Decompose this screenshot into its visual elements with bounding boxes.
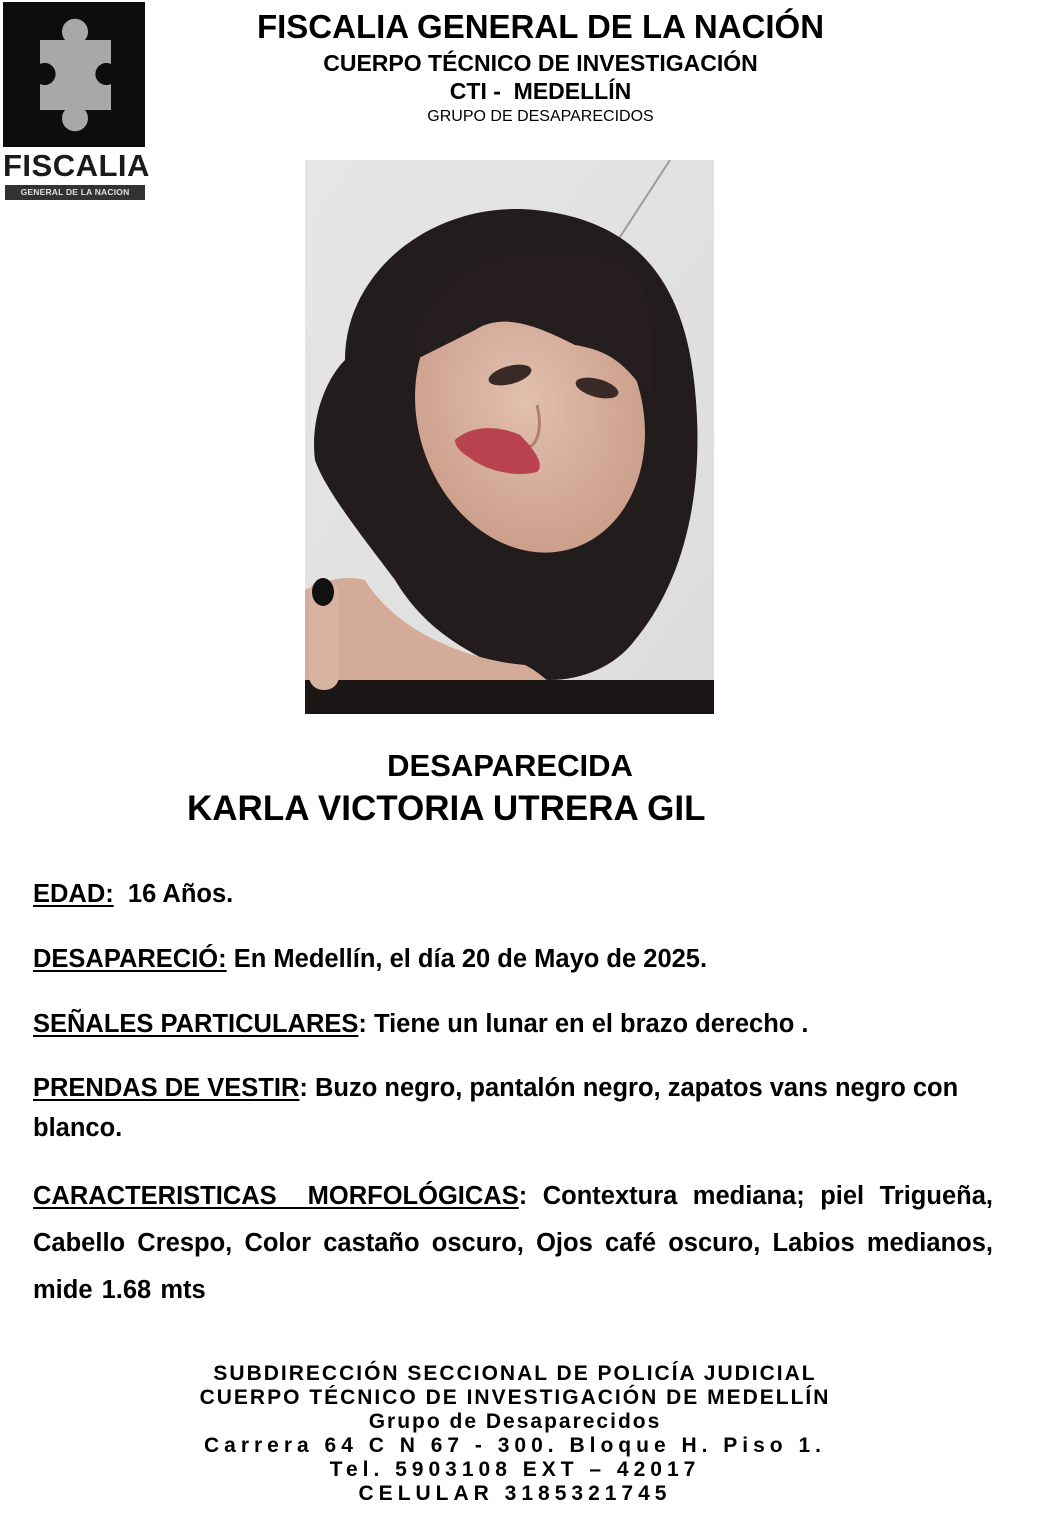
footer-address: Carrera 64 C N 67 - 300. Bloque H. Piso 1.: [203, 1434, 826, 1457]
field-age-value: 16 Años.: [113, 880, 234, 908]
header-institution: FISCALIA GENERAL DE LA NACIÓN: [256, 8, 825, 45]
portrait-image: [305, 160, 714, 714]
field-clothing-label: PRENDAS DE VESTIR: [33, 1074, 300, 1102]
field-disappeared-value: En Medellín, el día 20 de Mayo de 2025.: [226, 945, 708, 973]
field-disappeared-label: DESAPARECIÓ:: [33, 945, 227, 973]
person-name: KARLA VICTORIA UTRERA GIL: [187, 789, 706, 828]
footer-mobile: CELULAR 3185321745: [358, 1482, 672, 1505]
header-department: CUERPO TÉCNICO DE INVESTIGACIÓN: [323, 50, 758, 76]
missing-status-label: DESAPARECIDA: [387, 748, 633, 783]
field-disappeared: [33, 938, 993, 980]
footer-department: CUERPO TÉCNICO DE INVESTIGACIÓN DE MEDELLÍN: [199, 1386, 831, 1409]
footer-group: Grupo de Desaparecidos: [368, 1410, 662, 1433]
field-physical-traits: [33, 1173, 993, 1314]
header-group: GRUPO DE DESAPARECIDOS: [427, 108, 654, 125]
footer-subdirectorate: SUBDIRECCIÓN SECCIONAL DE POLICÍA JUDICIAL: [213, 1362, 817, 1385]
field-clothing-value: : Buzo negro, pantalón negro, zapatos vans negro con blanco.: [33, 1074, 959, 1142]
footer-phone: Tel. 5903108 EXT – 42017: [329, 1458, 701, 1481]
logo-subtitle: GENERAL DE LA NACION: [5, 185, 145, 200]
field-distinguishing-marks-label: SEÑALES PARTICULARES: [33, 1010, 359, 1038]
field-clothing: [33, 1068, 993, 1148]
field-distinguishing-marks-value: : Tiene un lunar en el brazo derecho .: [358, 1010, 809, 1038]
field-physical-traits-value: : Contextura mediana; piel Trigueña, Cabello Crespo, Color castaño oscuro, Ojos café oscuro, Labios medianos, mide 1.68 mts: [33, 1182, 993, 1304]
field-age: [33, 873, 993, 915]
field-distinguishing-marks: [33, 1003, 993, 1045]
field-age-label: EDAD:: [33, 880, 114, 908]
field-physical-traits-label: CARACTERISTICAS MORFOLÓGICAS: [33, 1182, 519, 1210]
missing-person-photo: [305, 160, 714, 714]
header-office: CTI - MEDELLÍN: [449, 78, 632, 104]
logo-wordmark: FISCALIA: [3, 148, 150, 183]
